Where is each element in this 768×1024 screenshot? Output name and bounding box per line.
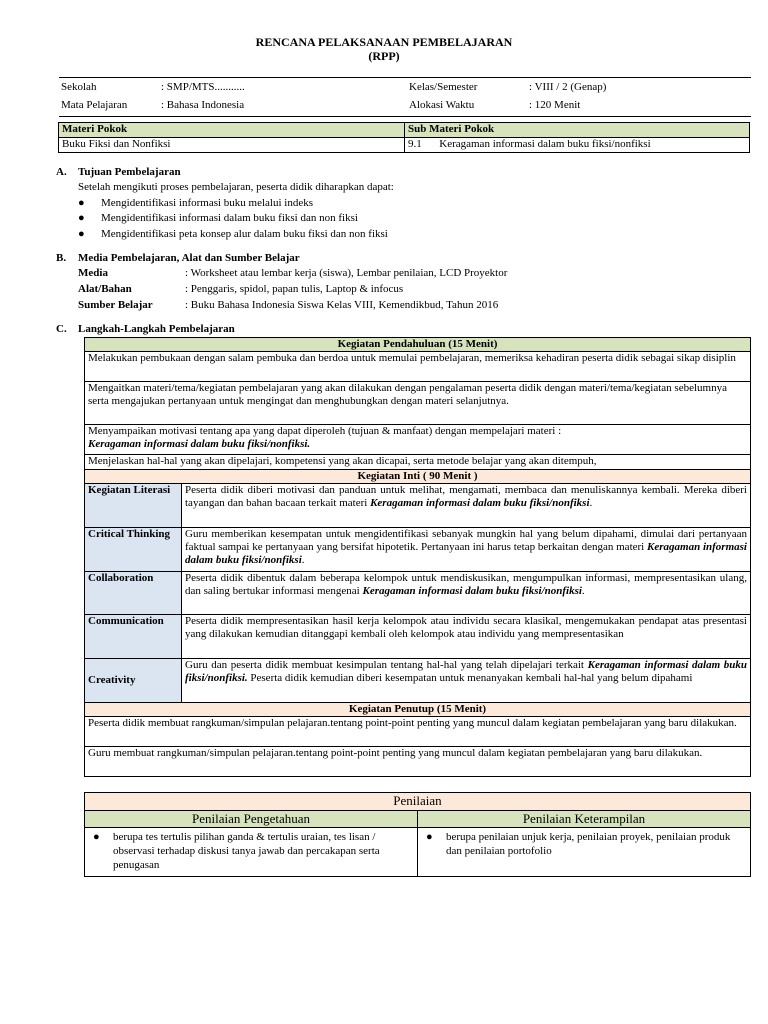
class-value: : VIII / 2 (Genap) bbox=[529, 81, 607, 93]
subject-label: Mata Pelajaran bbox=[61, 99, 128, 111]
bullet-icon: ● bbox=[78, 196, 85, 209]
inti-text-creativity: Guru dan peserta didik membuat kesimpulan tentang hal-hal yang telah dipelajari terkait Keragaman informasi dalam buku fiksi/nonfiksi. Peserta didik kemudian diberi kesempatan untuk menanyakan kembali hal-hal yang belum dipahami bbox=[182, 659, 751, 703]
section-a-heading bbox=[56, 166, 751, 180]
inti-text-communication: Peserta didik mempresentasikan hasil kerja kelompok atau individu secara klasikal, mengemukakan pendapat atas presentasi yang dilakukan kemudian ditanggapi kembali oleh kelompok atau individu yang mempresentasikan bbox=[182, 615, 751, 659]
section-b-letter: B. bbox=[56, 252, 67, 264]
section-a-intro: Setelah mengikuti proses pembelajaran, peserta didik diharapkan dapat: bbox=[78, 180, 394, 193]
subject-value: : Bahasa Indonesia bbox=[161, 99, 245, 111]
list-item: ● Mengidentifikasi informasi dalam buku fiksi dan non fiksi bbox=[78, 212, 358, 225]
sumber-value: : Buku Bahasa Indonesia Siswa Kelas VIII, Kemendikbud, Tahun 2016 bbox=[185, 298, 499, 311]
penilaian-pengetahuan-header: Penilaian Pengetahuan bbox=[85, 811, 418, 828]
pendahuluan-emphasis: Keragaman informasi dalam buku fiksi/nonfiksi. bbox=[88, 438, 311, 450]
penutup-header: Kegiatan Penutup (15 Menit) bbox=[85, 703, 751, 717]
pendahuluan-row: Melakukan pembukaan dengan salam pembuka dan berdoa untuk memulai pembelajaran, memeriksa kehadiran peserta didik sebagai sikap disiplin bbox=[85, 352, 751, 382]
bullet-icon: ● bbox=[93, 831, 100, 844]
inti-header: Kegiatan Inti ( 90 Menit ) bbox=[85, 470, 751, 484]
school-label: Sekolah bbox=[61, 81, 97, 93]
section-a bbox=[56, 166, 751, 242]
sumber-key: Sumber Belajar bbox=[78, 298, 153, 311]
info-row-school bbox=[61, 81, 751, 95]
pendahuluan-row: Mengaitkan materi/tema/kegiatan pembelajaran yang akan dilakukan dengan pengalaman peserta didik dengan materi/tema/kegiatan sebelumnya serta mengajukan pertanyaan untuk mengingat dan menghubungkan dengan materi selanjutnya. bbox=[85, 382, 751, 425]
section-b-heading bbox=[56, 252, 751, 266]
bullet-icon: ● bbox=[78, 212, 85, 225]
list-item: ● Mengidentifikasi informasi buku melalui indeks bbox=[78, 196, 314, 209]
penilaian-pengetahuan-text: berupa tes tertulis pilihan ganda & tertulis uraian, tes lisan / observasi terhadap diskusi tanya jawab dan percakapan serta penugasan bbox=[113, 831, 380, 872]
sub-materi-value: Keragaman informasi dalam buku fiksi/nonfiksi bbox=[439, 137, 651, 150]
school-value: : SMP/MTS........... bbox=[161, 81, 245, 93]
penutup-row: Guru membuat rangkuman/simpulan pelajaran.tentang point-point penting yang muncul dalam kegiatan pembelajaran yang baru dilakukan. bbox=[85, 747, 751, 777]
alat-value: : Penggaris, spidol, papan tulis, Laptop & infocus bbox=[185, 282, 404, 295]
media-key: Media bbox=[78, 266, 108, 279]
inti-text-literasi: Peserta didik diberi motivasi dan panduan untuk melihat, mengamati, membaca dan menuliskannya kembali. Mereka diberi tayangan dan bahan bacaan terkait materi Keragaman informasi dalam buku fiksi/nonfiksi. bbox=[182, 484, 751, 528]
sub-materi-header: Sub Materi Pokok bbox=[405, 123, 750, 138]
penilaian-keterampilan-text: berupa penilaian unjuk kerja, penilaian proyek, penilaian produk dan penilaian portofolio bbox=[446, 831, 731, 858]
document-title: RENCANA PELAKSANAAN PEMBELAJARAN bbox=[255, 35, 513, 49]
pendahuluan-header: Kegiatan Pendahuluan (15 Menit) bbox=[85, 338, 751, 352]
penilaian-table bbox=[84, 792, 751, 877]
inti-text-collaboration: Peserta didik dibentuk dalam beberapa kelompok untuk mendiskusikan, mengumpulkan informasi, mempresentasikan ulang, dan saling bertukar informasi mengenai Keragaman informasi dalam buku fiksi/nonfiksi. bbox=[182, 572, 751, 615]
sub-materi-code: 9.1 bbox=[408, 137, 422, 150]
penilaian-keterampilan-header: Penilaian Keterampilan bbox=[418, 811, 751, 828]
alat-key: Alat/Bahan bbox=[78, 282, 132, 295]
header-rule-top bbox=[59, 77, 751, 78]
info-row-subject bbox=[61, 99, 751, 113]
section-c-title: Langkah-Langkah Pembelajaran bbox=[78, 323, 235, 335]
time-value: : 120 Menit bbox=[529, 99, 581, 111]
media-row bbox=[56, 267, 751, 281]
sumber-row bbox=[56, 299, 751, 313]
inti-label-creativity: Creativity bbox=[85, 659, 182, 703]
bullet-icon: ● bbox=[426, 831, 433, 844]
section-a-title: Tujuan Pembelajaran bbox=[78, 166, 181, 178]
class-label: Kelas/Semester bbox=[409, 81, 478, 93]
time-label: Alokasi Waktu bbox=[409, 99, 475, 111]
inti-label-communication: Communication bbox=[85, 615, 182, 659]
section-b bbox=[56, 252, 751, 313]
inti-label-critical: Critical Thinking bbox=[85, 528, 182, 572]
bullet-icon: ● bbox=[78, 228, 85, 240]
document-title-block bbox=[0, 35, 768, 63]
pendahuluan-row: Menjelaskan hal-hal yang akan dipelajari, kompetensi yang akan dicapai, serta metode belajar yang akan ditempuh, bbox=[85, 455, 751, 470]
penilaian-keterampilan-cell bbox=[418, 828, 751, 877]
section-c-letter: C. bbox=[56, 323, 67, 335]
steps-table bbox=[84, 337, 751, 777]
penilaian-pengetahuan-cell bbox=[85, 828, 418, 877]
inti-label-collaboration: Collaboration bbox=[85, 572, 182, 615]
alat-row bbox=[56, 283, 751, 297]
materi-table bbox=[58, 122, 750, 153]
inti-label-literasi: Kegiatan Literasi bbox=[85, 484, 182, 528]
section-c bbox=[56, 323, 751, 337]
section-c-heading bbox=[56, 323, 751, 337]
document-subtitle: (RPP) bbox=[368, 49, 400, 63]
media-value: : Worksheet atau lembar kerja (siswa), Lembar penilaian, LCD Proyektor bbox=[185, 266, 508, 279]
penilaian-header: Penilaian bbox=[85, 793, 751, 811]
section-b-title: Media Pembelajaran, Alat dan Sumber Belajar bbox=[78, 252, 300, 264]
materi-pokok-value: Buku Fiksi dan Nonfiksi bbox=[59, 137, 405, 152]
sub-materi-cell bbox=[405, 137, 750, 152]
penutup-row: Peserta didik membuat rangkuman/simpulan pelajaran.tentang point-point penting yang muncul dalam kegiatan pembelajaran yang baru dilakukan. bbox=[85, 717, 751, 747]
list-item: ● Mengidentifikasi peta konsep alur dalam buku fiksi dan non fiksi bbox=[78, 228, 388, 240]
header-rule-bottom bbox=[59, 116, 751, 117]
pendahuluan-row: Menyampaikan motivasi tentang apa yang dapat diperoleh (tujuan & manfaat) dengan mempelajari materi : Keragaman informasi dalam buku fiksi/nonfiksi. bbox=[85, 425, 751, 455]
inti-text-critical: Guru memberikan kesempatan untuk mengidentifikasi sebanyak mungkin hal yang belum dipahami, dimulai dari pertanyaan faktual sampai ke pertanyaan yang bersifat hipotetik. Pertanyaan ini harus tetap berkaitan dengan materi Keragaman informasi dalam buku fiksi/nonfiksi. bbox=[182, 528, 751, 572]
section-a-letter: A. bbox=[56, 166, 67, 178]
materi-pokok-header: Materi Pokok bbox=[59, 123, 405, 138]
